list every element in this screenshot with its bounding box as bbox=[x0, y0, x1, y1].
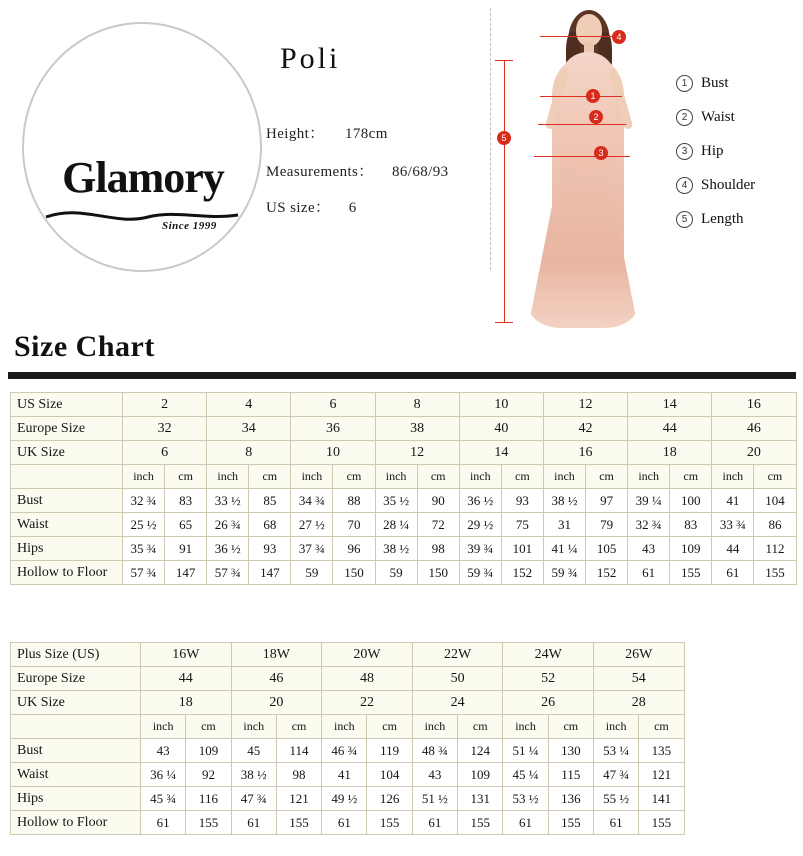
cell: 97 bbox=[586, 489, 628, 513]
cell: 26 ¾ bbox=[207, 513, 249, 537]
cell: 45 ¼ bbox=[503, 763, 548, 787]
cell: 22W bbox=[412, 643, 503, 667]
cell: 50 bbox=[412, 667, 503, 691]
cell: 36 ½ bbox=[459, 489, 501, 513]
cell: 141 bbox=[639, 787, 684, 811]
unit-cell: cm bbox=[548, 715, 593, 739]
unit-cell: inch bbox=[375, 465, 417, 489]
cell: 136 bbox=[548, 787, 593, 811]
cell: 147 bbox=[165, 561, 207, 585]
cell: 112 bbox=[754, 537, 796, 561]
cell: 43 bbox=[628, 537, 670, 561]
logo-circle-outline bbox=[22, 22, 262, 272]
cell: 155 bbox=[186, 811, 231, 835]
cell: 41 bbox=[712, 489, 754, 513]
cell: 49 ½ bbox=[322, 787, 367, 811]
cell: 8 bbox=[207, 441, 291, 465]
cell: 90 bbox=[417, 489, 459, 513]
cell: 8 bbox=[375, 393, 459, 417]
shoulder-measure-line bbox=[540, 36, 612, 37]
unit-cell: cm bbox=[276, 715, 321, 739]
marker-1-bust: 1 bbox=[586, 89, 600, 103]
cell: 130 bbox=[548, 739, 593, 763]
empty-cell bbox=[11, 465, 123, 489]
cell: 25 ½ bbox=[123, 513, 165, 537]
cell: 48 bbox=[322, 667, 413, 691]
cell: 16 bbox=[543, 441, 627, 465]
cell: 2 bbox=[123, 393, 207, 417]
cell: 41 bbox=[322, 763, 367, 787]
cell: 155 bbox=[670, 561, 712, 585]
legend-label: Hip bbox=[701, 142, 724, 159]
cell: 109 bbox=[458, 763, 503, 787]
cell: 44 bbox=[628, 417, 712, 441]
cell: 32 bbox=[123, 417, 207, 441]
cell: 46 bbox=[231, 667, 322, 691]
brand-logo bbox=[22, 22, 262, 272]
unit-cell: inch bbox=[231, 715, 276, 739]
us-size-label: US size： bbox=[266, 200, 331, 216]
cell: 6 bbox=[123, 441, 207, 465]
cell: 83 bbox=[670, 513, 712, 537]
unit-cell: inch bbox=[543, 465, 585, 489]
unit-cell: inch bbox=[207, 465, 249, 489]
hip-measure-line bbox=[534, 156, 630, 157]
marker-2-waist: 2 bbox=[589, 110, 603, 124]
cell: 79 bbox=[586, 513, 628, 537]
table-row bbox=[11, 787, 685, 811]
cell: 93 bbox=[249, 537, 291, 561]
cell: 155 bbox=[548, 811, 593, 835]
cell: 44 bbox=[712, 537, 754, 561]
row-label: Hips bbox=[11, 787, 141, 811]
product-height bbox=[266, 122, 388, 143]
marker-3-hip: 3 bbox=[594, 146, 608, 160]
cell: 65 bbox=[165, 513, 207, 537]
cell: 51 ½ bbox=[412, 787, 457, 811]
legend-number-icon: 2 bbox=[676, 109, 693, 126]
cell: 155 bbox=[276, 811, 321, 835]
cell: 53 ½ bbox=[503, 787, 548, 811]
cell: 121 bbox=[276, 787, 321, 811]
unit-cell: cm bbox=[458, 715, 503, 739]
cell: 20 bbox=[712, 441, 796, 465]
legend-label: Length bbox=[701, 210, 744, 227]
legend-item-waist bbox=[676, 100, 800, 134]
length-measure-line bbox=[504, 60, 505, 322]
row-label: Europe Size bbox=[11, 667, 141, 691]
cell: 116 bbox=[186, 787, 231, 811]
cell: 101 bbox=[501, 537, 543, 561]
cell: 85 bbox=[249, 489, 291, 513]
unit-cell: cm bbox=[333, 465, 375, 489]
measurements-value: 86/68/93 bbox=[392, 164, 449, 180]
cell: 114 bbox=[276, 739, 321, 763]
cell: 100 bbox=[670, 489, 712, 513]
cell: 61 bbox=[322, 811, 367, 835]
table-row bbox=[11, 537, 797, 561]
cell: 36 ¼ bbox=[141, 763, 186, 787]
legend-item-hip bbox=[676, 134, 800, 168]
cell: 88 bbox=[333, 489, 375, 513]
cell: 20W bbox=[322, 643, 413, 667]
row-label: Hollow to Floor bbox=[11, 561, 123, 585]
vertical-divider bbox=[490, 8, 491, 270]
cell: 31 bbox=[543, 513, 585, 537]
cell: 42 bbox=[543, 417, 627, 441]
model-illustration bbox=[508, 2, 668, 332]
cell: 152 bbox=[586, 561, 628, 585]
measurements-label: Measurements： bbox=[266, 164, 374, 180]
cell: 38 ½ bbox=[231, 763, 276, 787]
plus-size-table bbox=[10, 642, 685, 835]
cell: 86 bbox=[754, 513, 796, 537]
table-row bbox=[11, 513, 797, 537]
cell: 61 bbox=[628, 561, 670, 585]
cell: 10 bbox=[291, 441, 375, 465]
cell: 109 bbox=[186, 739, 231, 763]
cell: 16W bbox=[141, 643, 232, 667]
product-title: Poli bbox=[280, 42, 341, 75]
cell: 38 ½ bbox=[375, 537, 417, 561]
cell: 12 bbox=[375, 441, 459, 465]
cell: 115 bbox=[548, 763, 593, 787]
row-label: Hips bbox=[11, 537, 123, 561]
unit-cell: inch bbox=[291, 465, 333, 489]
cell: 57 ¾ bbox=[123, 561, 165, 585]
unit-cell: inch bbox=[322, 715, 367, 739]
legend-number-icon: 3 bbox=[676, 143, 693, 160]
cell: 155 bbox=[754, 561, 796, 585]
cell: 44 bbox=[141, 667, 232, 691]
cell: 18 bbox=[628, 441, 712, 465]
cell: 57 ¾ bbox=[207, 561, 249, 585]
cell: 27 ½ bbox=[291, 513, 333, 537]
cell: 45 bbox=[231, 739, 276, 763]
unit-cell: cm bbox=[639, 715, 684, 739]
cell: 35 ¾ bbox=[123, 537, 165, 561]
measurement-legend bbox=[676, 66, 800, 236]
cell: 59 bbox=[375, 561, 417, 585]
cell: 16 bbox=[712, 393, 796, 417]
row-label: Hollow to Floor bbox=[11, 811, 141, 835]
cell: 61 bbox=[231, 811, 276, 835]
cell: 28 bbox=[593, 691, 684, 715]
standard-size-table bbox=[10, 392, 797, 585]
unit-cell: cm bbox=[186, 715, 231, 739]
cell: 61 bbox=[593, 811, 638, 835]
cell: 34 ¾ bbox=[291, 489, 333, 513]
cell: 47 ¾ bbox=[593, 763, 638, 787]
cell: 59 ¾ bbox=[543, 561, 585, 585]
length-cap-top bbox=[495, 60, 513, 61]
cell: 38 ½ bbox=[543, 489, 585, 513]
cell: 147 bbox=[249, 561, 291, 585]
cell: 131 bbox=[458, 787, 503, 811]
height-label: Height： bbox=[266, 126, 325, 142]
cell: 26W bbox=[593, 643, 684, 667]
cell: 4 bbox=[207, 393, 291, 417]
cell: 32 ¾ bbox=[123, 489, 165, 513]
model-body bbox=[538, 10, 636, 326]
cell: 61 bbox=[712, 561, 754, 585]
cell: 121 bbox=[639, 763, 684, 787]
bust-measure-line bbox=[540, 96, 622, 97]
unit-cell: inch bbox=[141, 715, 186, 739]
cell: 14 bbox=[628, 393, 712, 417]
cell: 61 bbox=[141, 811, 186, 835]
cell: 45 ¾ bbox=[141, 787, 186, 811]
cell: 150 bbox=[417, 561, 459, 585]
cell: 54 bbox=[593, 667, 684, 691]
cell: 26 bbox=[503, 691, 594, 715]
cell: 28 ¼ bbox=[375, 513, 417, 537]
unit-cell: inch bbox=[712, 465, 754, 489]
empty-cell bbox=[11, 715, 141, 739]
legend-label: Shoulder bbox=[701, 176, 756, 193]
legend-label: Bust bbox=[701, 74, 729, 91]
product-header bbox=[0, 0, 803, 330]
row-label: Plus Size (US) bbox=[11, 643, 141, 667]
legend-number-icon: 5 bbox=[676, 211, 693, 228]
cell: 12 bbox=[543, 393, 627, 417]
cell: 96 bbox=[333, 537, 375, 561]
cell: 126 bbox=[367, 787, 412, 811]
cell: 155 bbox=[367, 811, 412, 835]
cell: 55 ½ bbox=[593, 787, 638, 811]
length-cap-bottom bbox=[495, 322, 513, 323]
cell: 152 bbox=[501, 561, 543, 585]
unit-cell: inch bbox=[123, 465, 165, 489]
cell: 18W bbox=[231, 643, 322, 667]
cell: 104 bbox=[367, 763, 412, 787]
cell: 93 bbox=[501, 489, 543, 513]
marker-4-shoulder: 4 bbox=[612, 30, 626, 44]
unit-cell: cm bbox=[501, 465, 543, 489]
unit-cell: cm bbox=[165, 465, 207, 489]
unit-cell: inch bbox=[593, 715, 638, 739]
cell: 6 bbox=[291, 393, 375, 417]
unit-cell: inch bbox=[503, 715, 548, 739]
legend-item-shoulder bbox=[676, 168, 800, 202]
cell: 47 ¾ bbox=[231, 787, 276, 811]
marker-5-length: 5 bbox=[497, 131, 511, 145]
table-row bbox=[11, 643, 685, 667]
table-row-units bbox=[11, 465, 797, 489]
row-label: UK Size bbox=[11, 441, 123, 465]
table-row bbox=[11, 811, 685, 835]
cell: 34 bbox=[207, 417, 291, 441]
cell: 33 ½ bbox=[207, 489, 249, 513]
table-row bbox=[11, 561, 797, 585]
brand-name: Glamory bbox=[62, 153, 224, 202]
cell: 14 bbox=[459, 441, 543, 465]
legend-item-bust bbox=[676, 66, 800, 100]
cell: 48 ¾ bbox=[412, 739, 457, 763]
cell: 70 bbox=[333, 513, 375, 537]
unit-cell: cm bbox=[586, 465, 628, 489]
cell: 46 bbox=[712, 417, 796, 441]
cell: 10 bbox=[459, 393, 543, 417]
cell: 92 bbox=[186, 763, 231, 787]
cell: 83 bbox=[165, 489, 207, 513]
legend-number-icon: 1 bbox=[676, 75, 693, 92]
row-label: Bust bbox=[11, 739, 141, 763]
table-row bbox=[11, 441, 797, 465]
cell: 43 bbox=[141, 739, 186, 763]
table-row bbox=[11, 691, 685, 715]
cell: 43 bbox=[412, 763, 457, 787]
waist-measure-line bbox=[538, 124, 626, 125]
legend-item-length bbox=[676, 202, 800, 236]
cell: 59 bbox=[291, 561, 333, 585]
cell: 33 ¾ bbox=[712, 513, 754, 537]
row-label: Waist bbox=[11, 513, 123, 537]
cell: 53 ¼ bbox=[593, 739, 638, 763]
unit-cell: inch bbox=[459, 465, 501, 489]
cell: 150 bbox=[333, 561, 375, 585]
product-measurements bbox=[266, 160, 449, 181]
cell: 46 ¾ bbox=[322, 739, 367, 763]
cell: 39 ¼ bbox=[628, 489, 670, 513]
cell: 32 ¾ bbox=[628, 513, 670, 537]
product-us-size bbox=[266, 196, 357, 217]
cell: 36 bbox=[291, 417, 375, 441]
legend-number-icon: 4 bbox=[676, 177, 693, 194]
row-label: Bust bbox=[11, 489, 123, 513]
cell: 104 bbox=[754, 489, 796, 513]
page-title: Size Chart bbox=[14, 330, 155, 363]
row-label: US Size bbox=[11, 393, 123, 417]
row-label: Waist bbox=[11, 763, 141, 787]
cell: 59 ¾ bbox=[459, 561, 501, 585]
table-row bbox=[11, 763, 685, 787]
height-value: 178cm bbox=[344, 126, 388, 142]
cell: 41 ¼ bbox=[543, 537, 585, 561]
unit-cell: inch bbox=[412, 715, 457, 739]
cell: 124 bbox=[458, 739, 503, 763]
cell: 119 bbox=[367, 739, 412, 763]
cell: 61 bbox=[412, 811, 457, 835]
table-row bbox=[11, 393, 797, 417]
cell: 20 bbox=[231, 691, 322, 715]
cell: 61 bbox=[503, 811, 548, 835]
row-label: UK Size bbox=[11, 691, 141, 715]
cell: 24W bbox=[503, 643, 594, 667]
cell: 135 bbox=[639, 739, 684, 763]
cell: 52 bbox=[503, 667, 594, 691]
cell: 40 bbox=[459, 417, 543, 441]
cell: 155 bbox=[458, 811, 503, 835]
brand-tagline: Since 1999 bbox=[162, 220, 217, 232]
row-label: Europe Size bbox=[11, 417, 123, 441]
table-row bbox=[11, 667, 685, 691]
table-row bbox=[11, 417, 797, 441]
unit-cell: cm bbox=[249, 465, 291, 489]
table-row bbox=[11, 489, 797, 513]
unit-cell: inch bbox=[628, 465, 670, 489]
cell: 51 ¼ bbox=[503, 739, 548, 763]
cell: 75 bbox=[501, 513, 543, 537]
title-underline bbox=[8, 372, 796, 379]
cell: 98 bbox=[276, 763, 321, 787]
cell: 109 bbox=[670, 537, 712, 561]
us-size-value: 6 bbox=[348, 200, 357, 216]
cell: 37 ¾ bbox=[291, 537, 333, 561]
legend-label: Waist bbox=[701, 108, 735, 125]
table-row-units bbox=[11, 715, 685, 739]
unit-cell: cm bbox=[670, 465, 712, 489]
cell: 98 bbox=[417, 537, 459, 561]
cell: 105 bbox=[586, 537, 628, 561]
unit-cell: cm bbox=[367, 715, 412, 739]
cell: 35 ½ bbox=[375, 489, 417, 513]
cell: 155 bbox=[639, 811, 684, 835]
cell: 22 bbox=[322, 691, 413, 715]
unit-cell: cm bbox=[417, 465, 459, 489]
table-row bbox=[11, 739, 685, 763]
cell: 91 bbox=[165, 537, 207, 561]
cell: 29 ½ bbox=[459, 513, 501, 537]
cell: 18 bbox=[141, 691, 232, 715]
cell: 38 bbox=[375, 417, 459, 441]
cell: 39 ¾ bbox=[459, 537, 501, 561]
cell: 72 bbox=[417, 513, 459, 537]
cell: 68 bbox=[249, 513, 291, 537]
unit-cell: cm bbox=[754, 465, 796, 489]
cell: 36 ½ bbox=[207, 537, 249, 561]
cell: 24 bbox=[412, 691, 503, 715]
